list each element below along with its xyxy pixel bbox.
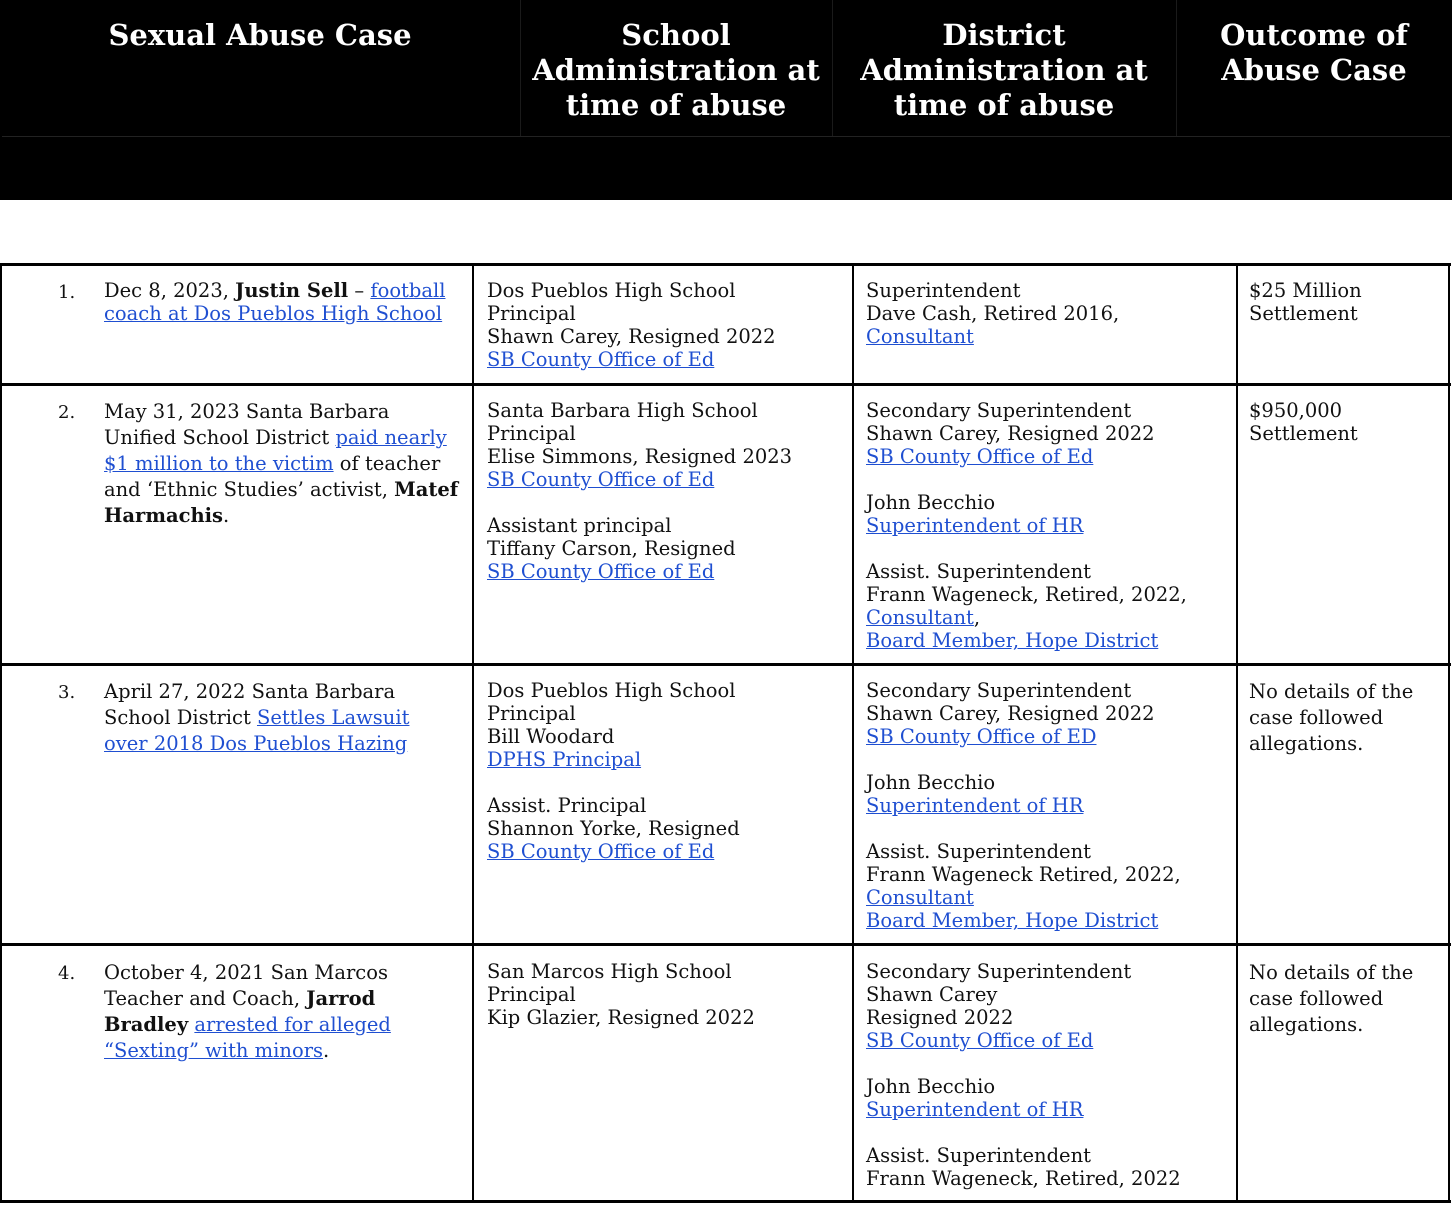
case-name: Justin Sell [235, 279, 349, 302]
board-member-link[interactable]: Board Member, Hope District [866, 629, 1159, 652]
school-admin-cell: Santa Barbara High School Principal Elise Simmons, Resigned 2023 SB County Office of Ed Assistant principal Tiffany Carson, Resigned SB County Office of Ed [487, 399, 837, 583]
row-border [0, 383, 1451, 386]
dphs-principal-link[interactable]: DPHS Principal [487, 748, 642, 771]
case-name: Jarrod Bradley [104, 987, 376, 1036]
column-border [1236, 263, 1238, 1203]
case-link[interactable]: arrested for alleged “Sexting” with minors [104, 1013, 391, 1062]
row-border [0, 1200, 1451, 1203]
sb-county-office-link[interactable]: SB County Office of ED [866, 725, 1097, 748]
row-number: 4. [58, 963, 76, 984]
superintendent-hr-link[interactable]: Superintendent of HR [866, 514, 1084, 537]
column-border [1448, 263, 1450, 1203]
school-admin-cell: San Marcos High School Principal Kip Glazier, Resigned 2022 [487, 960, 755, 1029]
consultant-link[interactable]: Consultant [866, 606, 974, 629]
sb-county-office-link[interactable]: SB County Office of Ed [487, 348, 715, 371]
consultant-link[interactable]: Consultant [866, 325, 974, 348]
sb-county-office-link[interactable]: SB County Office of Ed [487, 560, 715, 583]
school-admin-cell: Dos Pueblos High School Principal Shawn Carey, Resigned 2022 SB County Office of Ed [487, 279, 837, 371]
district-admin-cell: Secondary Superintendent Shawn Carey, Resigned 2022 SB County Office of ED John Becchio Superintendent of HR Assist. Superintendent Frann Wageneck Retired, 2022, Consultant Board Member, Hope District [866, 679, 1226, 932]
outcome-cell: $950,000 Settlement [1249, 399, 1358, 445]
sb-county-office-link[interactable]: SB County Office of Ed [487, 468, 715, 491]
sb-county-office-link[interactable]: SB County Office of Ed [866, 1029, 1094, 1052]
superintendent-hr-link[interactable]: Superintendent of HR [866, 1098, 1084, 1121]
table-header [0, 0, 1452, 200]
outcome-cell: No details of the case followed allegations. [1249, 961, 1414, 1036]
column-border [0, 263, 2, 1203]
header-outcome: Outcome of Abuse Case [1220, 18, 1408, 87]
column-border [472, 263, 474, 1203]
header-sexual-abuse-case: Sexual Abuse Case [108, 18, 412, 52]
header-school-administration: School Administration at time of abuse [532, 18, 820, 122]
consultant-link[interactable]: Consultant [866, 886, 974, 909]
header-rule [2, 136, 1450, 137]
sb-county-office-link[interactable]: SB County Office of Ed [866, 445, 1094, 468]
header-divider [520, 0, 521, 136]
case-cell: October 4, 2021 San Marcos Teacher and Coach, Jarrod Bradley arrested for alleged “Sexting” with minors. [104, 961, 391, 1062]
case-date: Dec 8, 2023, [104, 279, 229, 302]
outcome-cell: No details of the case followed allegations. [1249, 680, 1414, 755]
case-link[interactable]: paid nearly $1 million to the victim [104, 426, 447, 475]
case-cell: Dec 8, 2023, Justin Sell – football coach at Dos Pueblos High School [104, 279, 446, 325]
sb-county-office-link[interactable]: SB County Office of Ed [487, 840, 715, 863]
row-border [0, 663, 1451, 666]
case-cell: April 27, 2022 Santa Barbara School District Settles Lawsuit over 2018 Dos Pueblos Hazing [104, 680, 410, 755]
header-divider [832, 0, 833, 136]
school-admin-cell: Dos Pueblos High School Principal Bill Woodard DPHS Principal Assist. Principal Shannon Yorke, Resigned SB County Office of Ed [487, 679, 837, 863]
row-border [0, 943, 1451, 946]
row-border [0, 263, 1451, 266]
row-number: 3. [58, 682, 76, 703]
row-number: 1. [58, 282, 76, 303]
district-admin-cell: Secondary Superintendent Shawn Carey, Resigned 2022 SB County Office of Ed John Becchio Superintendent of HR Assist. Superintendent Frann Wageneck, Retired, 2022, Consultant, Board Member, Hope District [866, 399, 1226, 652]
superintendent-hr-link[interactable]: Superintendent of HR [866, 794, 1084, 817]
case-cell: May 31, 2023 Santa Barbara Unified School District paid nearly $1 million to the victim of teacher and ‘Ethnic Studies’ activist, Matef Harmachis. [104, 400, 459, 527]
board-member-link[interactable]: Board Member, Hope District [866, 909, 1159, 932]
row-number: 2. [58, 402, 76, 423]
outcome-cell: $25 Million Settlement [1249, 279, 1362, 325]
header-district-administration: District Administration at time of abuse [860, 18, 1148, 122]
case-link[interactable]: football coach at Dos Pueblos High School [104, 279, 446, 325]
column-border [852, 263, 854, 1203]
header-divider [1176, 0, 1177, 136]
district-admin-cell: Superintendent Dave Cash, Retired 2016, Consultant [866, 279, 1120, 348]
case-link[interactable]: Settles Lawsuit over 2018 Dos Pueblos Hazing [104, 706, 410, 755]
district-admin-cell: Secondary Superintendent Shawn Carey Resigned 2022 SB County Office of Ed John Becchio Superintendent of HR Assist. Superintendent Frann Wageneck, Retired, 2022 [866, 960, 1226, 1190]
case-name: Matef Harmachis [104, 478, 459, 527]
